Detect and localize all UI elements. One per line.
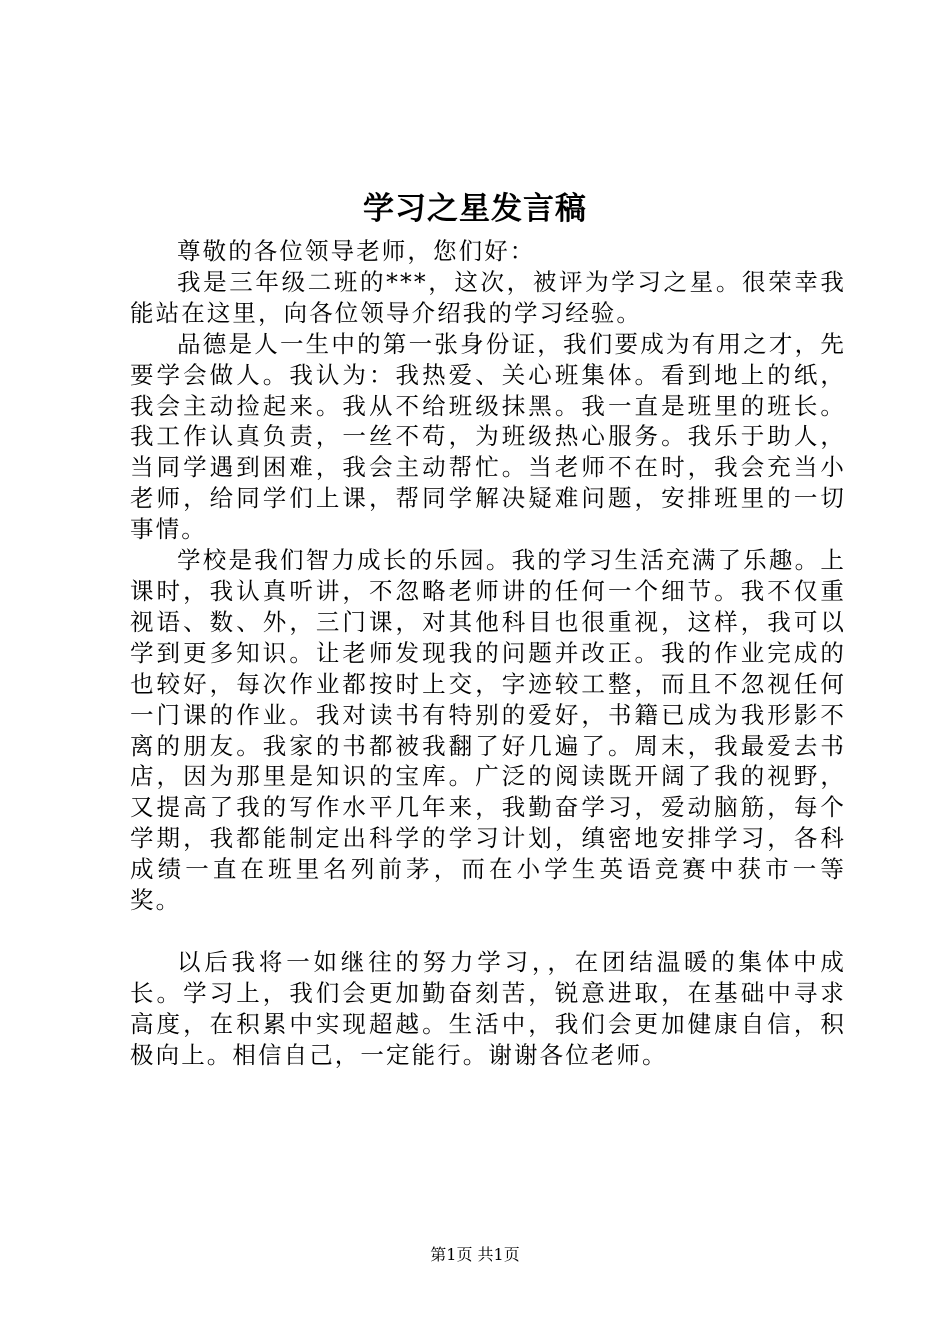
paragraph-salutation: 尊敬的各位领导老师，您们好： bbox=[177, 237, 536, 265]
paragraph-introduction: 我是三年级二班的***，这次，被评为学习之星。很荣幸我能站在这里，向各位领导介绍我的学习经验。 bbox=[130, 267, 846, 327]
paragraph-study: 学校是我们智力成长的乐园。我的学习生活充满了乐趣。上课时，我认真听讲，不忽略老师讲的任何一个细节。我不仅重视语、数、外，三门课，对其他科目也很重视，这样，我可以学到更多知识。让老师发现我的问题并改正。我的作业完成的也较好，每次作业都按时上交，字迹较工整，而且不忽视任何一门课的作业。我对读书有特别的爱好，书籍已成为我形影不离的朋友。我家的书都被我翻了好几遍了。周末，我最爱去书店，因为那里是知识的宝库。广泛的阅读既开阔了我的视野，又提高了我的写作水平几年来，我勤奋学习，爱动脑筋，每个学期，我都能制定出科学的学习计划，缜密地安排学习，各科成绩一直在班里名列前茅，而在小学生英语竞赛中获市一等奖。 bbox=[130, 546, 846, 915]
paragraph-spacer bbox=[130, 916, 846, 947]
paragraph-closing: 以后我将一如继往的努力学习，，在团结温暖的集体中成长。学习上，我们会更加勤奋刻苦，锐意进取，在基础中寻求高度，在积累中实现超越。生活中，我们会更加健康自信，积极向上。相信自己，一定能行。谢谢各位老师。 bbox=[130, 947, 846, 1069]
document-title: 学习之星发言稿 bbox=[363, 191, 587, 227]
document-body bbox=[130, 236, 846, 1070]
page-number-footer: 第1页 共1页 bbox=[430, 1245, 520, 1264]
paragraph-character: 品德是人一生中的第一张身份证，我们要成为有用之才，先要学会做人。我认为：我热爱、关心班集体。看到地上的纸，我会主动捡起来。我从不给班级抹黑。我一直是班里的班长。我工作认真负责，一丝不苟，为班级热心服务。我乐于助人，当同学遇到困难，我会主动帮忙。当老师不在时，我会充当小老师，给同学们上课，帮同学解决疑难问题，安排班里的一切事情。 bbox=[130, 329, 846, 544]
